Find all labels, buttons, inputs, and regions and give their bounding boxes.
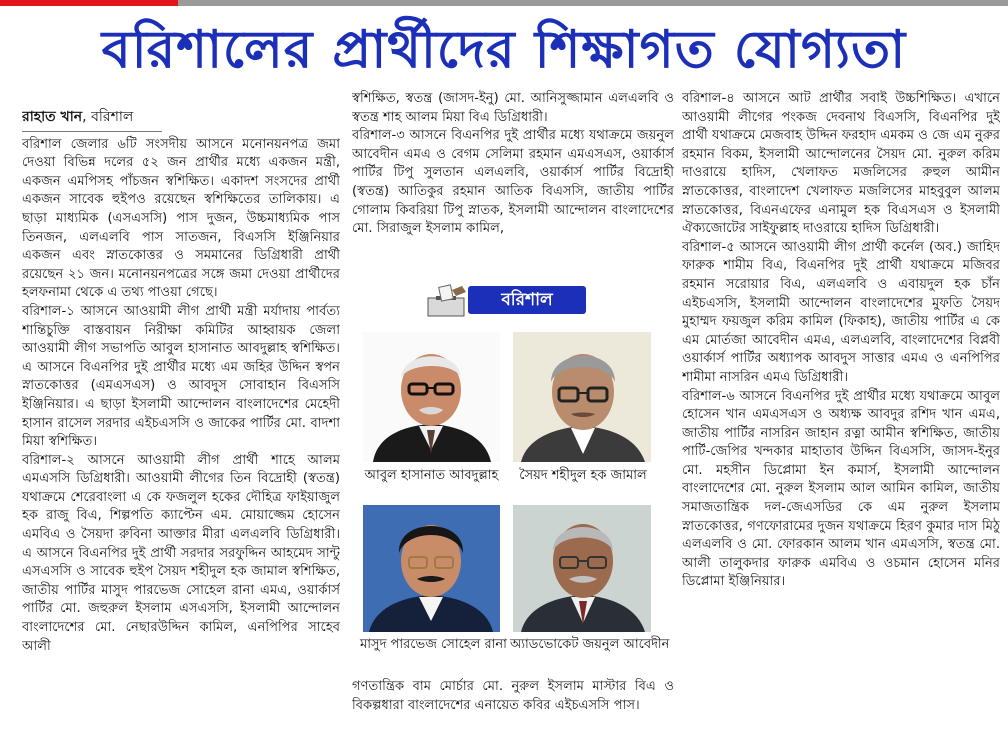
ballot-box-icon bbox=[422, 284, 472, 318]
top-color-bar bbox=[0, 0, 1008, 6]
photo-caption-1: আবুল হাসানাত আবদুল্লাহ bbox=[364, 468, 499, 483]
photo-caption-3: মাসুদ পারভেজ সোহেল রানা bbox=[360, 637, 507, 652]
photo-caption-4: অ্যাডভোকেট জয়নুল আবেদীন bbox=[510, 637, 670, 652]
article-column-2-bottom bbox=[352, 678, 674, 736]
candidate-photo-1 bbox=[363, 332, 500, 462]
headline: বরিশালের প্রার্থীদের শিক্ষাগত যোগ্যতা bbox=[101, 20, 907, 80]
section-label bbox=[422, 284, 590, 318]
paragraph: বরিশাল-৪ আসনে আট প্রার্থীর সবাই উচ্চশিক্ষিত। এখানে আওয়ামী লীগের পংকজ দেবনাথ বিএসসি, বিএনপির দুই প্রার্থী যথাক্রমে মেজবাহ উদ্দিন ফরহাদ এমকম ও জে এম নুরুর রহমান বিকম, ইসলামী আন্দোলনের সৈয়দ মো. নুরুল করিম দাওরায়ে হাদিস, খেলাফত মজলিসের রুহুল আমীন স্নাতকোত্তর, বাংলাদেশ খেলাফত মজলিসের মাহবুবুল আলম স্নাতকোত্তর, বিএনএফের এনামুল হক বিএসএস ও ইসলামী ঐক্যজোটের সাইফুল্লাহ দাওরায়ে হাদিস ডিগ্রিধারী। bbox=[682, 91, 1000, 237]
candidate-photo-2 bbox=[513, 332, 651, 462]
photo-caption-2: সৈয়দ শহীদুল হক জামাল bbox=[519, 468, 647, 483]
paragraph: বরিশাল-১ আসনে আওয়ামী লীগ প্রার্থী মন্ত্রী মর্যাদায় পার্বত্য শান্তিচুক্তি বাস্তবায়ন নিরীক্ষা কমিটির আহ্বায়ক জেলা আওয়ামী লীগ সভাপতি আবুল হাসানাত আবদুল্লাহ স্বশিক্ষিত। এ আসনে বিএনপির দুই প্রার্থীর মধ্যে এম জহির উদ্দিন স্বপন স্নাতকোত্তর (এমএসএস) ও আবদুস সোবাহান বিএসসি ইঞ্জিনিয়ার। এ ছাড়া ইসলামী আন্দোলন বাংলাদেশের মেহেদী হাসান রাসেল সরদার এইচএসসি ও জাকের পার্টির মো. বাদশা মিয়া স্বশিক্ষিত। bbox=[22, 303, 340, 450]
byline-name: রাহাত খান bbox=[22, 109, 83, 125]
byline-location: , বরিশাল bbox=[82, 109, 134, 125]
paragraph: স্বশিক্ষিত, স্বতন্ত্র (জাসদ-ইনু) মো. আনিসুজ্জামান এলএলবি ও স্বতন্ত্র শাহ আলম মিয়া বিএ ডিগ্রিধারী। bbox=[352, 91, 674, 125]
paragraph: বরিশাল-৬ আসনে বিএনপির দুই প্রার্থীর মধ্যে যথাক্রমে আবুল হোসেন খান এমএসএস ও অধ্যক্ষ আবদুর রশিদ খান এমএ, জাতীয় পার্টির নাসরিন জাহান রত্না আমীন স্বশিক্ষিত, জাতীয় পার্টি-জেপির খন্দকার মাহাতাব উদ্দিন বিএসসি, জাসদ-ইনুর মো. মহসীন ডিপ্লোমা ইন কমার্স, ইসলামী আন্দোলন বাংলাদেশের মো. নুরুল ইসলাম আল আমিন কামিল, জাতীয় সমাজতান্ত্রিক দল-জেএসডির কে এম নুরুল ইসলাম স্নাতকোত্তর, গণফোরামের দুজন যথাক্রমে হিরণ কুমার দাস মিঠু এলএলবি ও মো. ফোরকান আলম খান এমএসসি, স্বতন্ত্র মো. আলী তালুকদার ফারুক এমবিএ ও ওচমান হোসেন মনির ডিপ্লোমা ইঞ্জিনিয়ার। bbox=[682, 388, 1000, 590]
byline-rule bbox=[22, 131, 162, 132]
article-column-3 bbox=[682, 90, 1000, 736]
paragraph: বরিশাল-৩ আসনে বিএনপির দুই প্রার্থীর মধ্যে যথাক্রমে জয়নুল আবেদীন এমএ ও বেগম সেলিমা রহমান এমএসএস, ওয়ার্কার্স পার্টির টিপু সুলতান এলএলবি, ওয়ার্কার্স পার্টির বিদ্রোহী (স্বতন্ত্র) আতিকুর রহমান আতিক বিএসসি, জাতীয় পার্টির গোলাম কিবরিয়া টিপু স্নাতক, ইসলামী আন্দোলন বাংলাদেশের মো. সিরাজুল ইসলাম কামিল, bbox=[352, 128, 674, 237]
candidate-photo-4 bbox=[513, 505, 651, 632]
paragraph: বরিশাল-৫ আসনে আওয়ামী লীগ প্রার্থী কর্নেল (অব.) জাহিদ ফারুক শামীম বিএ, বিএনপির দুই প্রার্থী যথাক্রমে মজিবর রহমান সরোয়ার বিএ, এলএলবি ও এবায়দুল হক চাঁন এইচএসসি, ইসলামী আন্দোলন বাংলাদেশের মুফতি সৈয়দ মুহাম্মদ ফয়জুল করিম কামিল (ফিকাহ), জাতীয় পার্টির এ কে এম মোর্তজা আবেদীন এমএ, এলএলবি, বাংলাদেশের বিপ্লবী ওয়ার্কার্স পার্টির অধ্যাপক আবদুস সাত্তার এমএ ও এনপিপির শামীমা নাসরিন এমএ ডিগ্রিধারী। bbox=[682, 239, 1000, 385]
top-red-accent bbox=[0, 0, 178, 6]
paragraph: গণতান্ত্রিক বাম মোর্চার মো. নুরুল ইসলাম মাস্টার বিএ ও বিকল্পধারা বাংলাদেশের এনায়েত কবির এইচএসসি পাস। bbox=[352, 679, 674, 713]
paragraph: বরিশাল-২ আসনে আওয়ামী লীগ প্রার্থী শাহে আলম এমএসসি ডিগ্রিধারী। আওয়ামী লীগের তিন বিদ্রোহী (স্বতন্ত্র) যথাক্রমে শেরেবাংলা এ কে ফজলুল হকের দৌহিত্র ফাইয়াজুল হক রাজু বিএ, শিল্পপতি ক্যাপ্টেন এম. মোয়াজ্জেম হোসেন এমবিএ ও সৈয়দা রুবিনা আক্তার মীরা এলএলবি ডিগ্রিধারী। এ আসনে বিএনপির দুই প্রার্থী সরদার সরফুদ্দিন আহমেদ সান্টু এসএসসি ও সাবেক হুইপ সৈয়দ শহীদুল হক জামাল স্বশিক্ষিত, জাতীয় পার্টির মাসুদ পারভেজ সোহেল রানা এমএ, ওয়ার্কার্স পার্টির মো. জহুরুল ইসলাম এসএসসি, ইসলামী আন্দোলন বাংলাদেশের মো. নেছারউদ্দিন কামিল, এনপিপির সাহেব আলী bbox=[22, 452, 340, 654]
section-label-text: বরিশাল bbox=[501, 290, 553, 310]
article-column-2-top bbox=[352, 90, 674, 278]
article-column-1 bbox=[22, 108, 340, 736]
candidate-photo-3 bbox=[363, 505, 500, 632]
byline bbox=[22, 108, 340, 127]
paragraph: বরিশাল জেলার ৬টি সংসদীয় আসনে মনোনয়নপত্র জমা দেওয়া বিভিন্ন দলের ৫২ জন প্রার্থীর মধ্যে একজন মন্ত্রী, একজন এমপিসহ পাঁচজন স্বশিক্ষিত। একাদশ সংসদের প্রার্থী একজন সাবেক হুইপও রয়েছেন স্বশিক্ষিতের তালিকায়। এ ছাড়া মাধ্যমিক (এসএসসি) পাস দুজন, উচ্চমাধ্যমিক পাস তিনজন, এলএলবি পাস সাতজন, বিএসসি ইঞ্জিনিয়ার একজন এবং স্নাতকোত্তর ও সমমানের ডিগ্রিধারী প্রার্থী রয়েছেন ২১ জন। মনোনয়নপত্রের সঙ্গে জমা দেওয়া প্রার্থীদের হলফনামা থেকে এ তথ্য পাওয়া গেছে। bbox=[22, 136, 340, 301]
